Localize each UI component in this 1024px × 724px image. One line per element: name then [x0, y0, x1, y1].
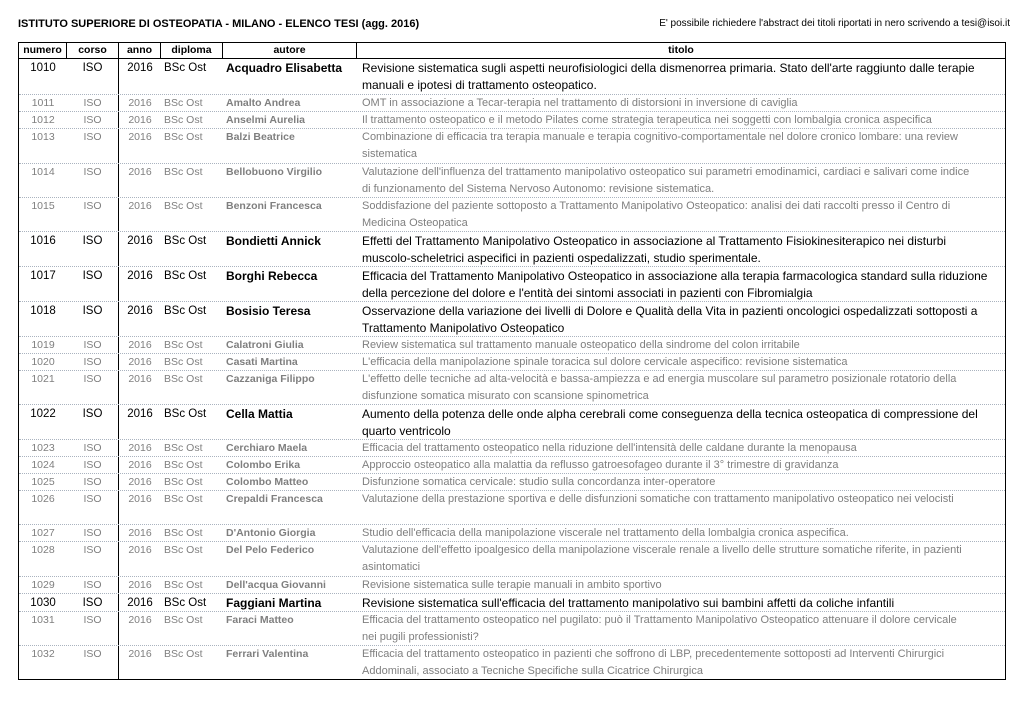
diploma-cell: BSc Ost	[164, 62, 207, 74]
autore-cell: D'Antonio Giorgia	[226, 527, 316, 539]
titolo-cell	[357, 474, 1005, 490]
anno-cell: 2016	[128, 339, 152, 351]
numero-cell: 1023	[31, 442, 55, 454]
titolo-line: Revisione sistematica sull'efficacia del trattamento manipolativo sui bambini affetti da coliche infantili	[362, 596, 895, 610]
titolo-line: Efficacia del trattamento osteopatico nel pugilato: può il Trattamento Manipolativo Osteopatico attenuare il dolore cervicale	[362, 614, 957, 626]
autore-cell: Colombo Erika	[226, 459, 301, 471]
corso-cell: ISO	[67, 491, 119, 524]
numero-cell: 1029	[31, 579, 55, 591]
anno-cell: 2016	[128, 114, 152, 126]
titolo-cell	[357, 577, 1005, 593]
diploma-cell: BSc Ost	[164, 270, 207, 282]
diploma-cell: BSc Ost	[164, 339, 203, 351]
table-row	[19, 198, 1005, 232]
titolo-line: Trattamento Manipolativo Osteopatico	[362, 321, 565, 335]
diploma-cell: BSc Ost	[164, 114, 203, 126]
autore-cell: Crepaldi Francesca	[226, 493, 323, 505]
titolo-line: Disfunzione somatica cervicale: studio sulla concordanza inter-operatore	[362, 476, 716, 488]
corso-cell: ISO	[67, 371, 119, 404]
diploma-cell: BSc Ost	[164, 476, 203, 488]
titolo-line: disfunzione somatica misurato con scansione spinometrica	[362, 389, 649, 402]
table-row	[19, 302, 1005, 337]
diploma-cell: BSc Ost	[164, 305, 207, 317]
titolo-cell	[357, 112, 1005, 128]
titolo-cell	[357, 440, 1005, 456]
table-row	[19, 337, 1005, 354]
diploma-cell: BSc Ost	[164, 459, 203, 471]
autore-cell: Cerchiaro Maela	[226, 442, 308, 454]
anno-cell: 2016	[128, 442, 152, 454]
titolo-cell	[357, 198, 1005, 231]
titolo-line: Review sistematica sul trattamento manuale osteopatico della sindrome del colon irritabile	[362, 339, 800, 351]
numero-cell: 1022	[30, 408, 56, 420]
numero-cell: 1012	[31, 114, 55, 126]
corso-cell: ISO	[67, 525, 119, 541]
diploma-cell: BSc Ost	[164, 579, 203, 591]
table-row	[19, 354, 1005, 371]
table-row	[19, 405, 1005, 440]
numero-cell: 1018	[30, 305, 56, 317]
table-row	[19, 95, 1005, 112]
autore-cell: Bondietti Annick	[226, 234, 321, 248]
titolo-line: nei pugili professionisti?	[362, 630, 479, 643]
diploma-cell: BSc Ost	[164, 408, 207, 420]
titolo-line: della percezione del dolore e l'entità dei sintomi associati in pazienti con Fibromialgia	[362, 286, 813, 300]
corso-cell: ISO	[67, 354, 119, 370]
titolo-cell	[357, 302, 1005, 336]
titolo-cell	[357, 164, 1005, 197]
autore-cell: Borghi Rebecca	[226, 269, 318, 283]
anno-cell: 2016	[127, 235, 153, 247]
corso-cell: ISO	[67, 337, 119, 353]
autore-cell: Ferrari Valentina	[226, 648, 309, 660]
numero-cell: 1013	[31, 131, 55, 143]
anno-cell: 2016	[128, 614, 152, 626]
autore-cell: Del Pelo Federico	[226, 544, 315, 556]
diploma-cell: BSc Ost	[164, 442, 203, 454]
titolo-line: muscolo-scheletrici aspecifici in pazienti ospedalizzati, studio sperimentale.	[362, 251, 761, 265]
document-title: ISTITUTO SUPERIORE DI OSTEOPATIA - MILANO - ELENCO TESI (agg. 2016)	[18, 18, 420, 30]
anno-cell: 2016	[128, 131, 152, 143]
diploma-cell: BSc Ost	[164, 97, 203, 109]
diploma-cell: BSc Ost	[164, 131, 203, 143]
titolo-line: Efficacia del trattamento osteopatico nella riduzione dell'intensità delle caldane durante la menopausa	[362, 442, 857, 454]
numero-cell: 1019	[31, 339, 55, 351]
abstract-request-note: E' possibile richiedere l'abstract dei titoli riportati in nero scrivendo a tesi@isoi.it	[659, 18, 1010, 29]
titolo-cell	[357, 525, 1005, 541]
corso-cell: ISO	[67, 95, 119, 111]
titolo-line: Osservazione della variazione dei livelli di Dolore e Qualità della Vita in pazienti oncologici ospedalizzati sottoposti a	[362, 304, 978, 318]
titolo-line: Valutazione dell'influenza del trattamento manipolativo osteopatico sui parametri emodinamici, cardiaci e salivari come indice	[362, 166, 970, 178]
table-header-row	[19, 43, 1005, 59]
header-diploma: diploma	[161, 43, 223, 58]
titolo-line: Valutazione dell'effetto ipoalgesico della manipolazione viscerale renale a livello delle strutture somatiche riferite, in pazienti	[362, 544, 962, 556]
diploma-cell: BSc Ost	[164, 200, 203, 212]
titolo-cell	[357, 354, 1005, 370]
table-row	[19, 612, 1005, 646]
table-row	[19, 440, 1005, 457]
table-row	[19, 594, 1005, 612]
titolo-line: Revisione sistematica sulle terapie manuali in ambito sportivo	[362, 579, 662, 591]
table-row	[19, 232, 1005, 267]
numero-cell: 1027	[31, 527, 55, 539]
header-anno: anno	[119, 43, 161, 58]
anno-cell: 2016	[128, 200, 152, 212]
table-row	[19, 129, 1005, 164]
corso-cell: ISO	[67, 594, 119, 611]
numero-cell: 1017	[30, 270, 56, 282]
corso-cell: ISO	[67, 164, 119, 197]
autore-cell: Bosisio Teresa	[226, 304, 311, 318]
diploma-cell: BSc Ost	[164, 648, 203, 660]
numero-cell: 1031	[31, 614, 55, 626]
numero-cell: 1014	[31, 166, 55, 178]
titolo-cell	[357, 646, 1005, 679]
titolo-line: Addominali, associato a Tecniche Specifiche sulla Cicatrice Chirurgica	[362, 664, 703, 677]
numero-cell: 1015	[31, 200, 55, 212]
diploma-cell: BSc Ost	[164, 493, 203, 505]
titolo-line: OMT in associazione a Tecar-terapia nel trattamento di distorsioni in inversione di caviglia	[362, 97, 798, 109]
table-row	[19, 542, 1005, 577]
titolo-cell	[357, 59, 1005, 94]
numero-cell: 1026	[31, 493, 55, 505]
autore-cell: Calatroni Giulia	[226, 339, 304, 351]
anno-cell: 2016	[128, 544, 152, 556]
autore-cell: Amalto Andrea	[226, 97, 301, 109]
anno-cell: 2016	[128, 648, 152, 660]
titolo-cell	[357, 491, 1005, 524]
anno-cell: 2016	[127, 597, 153, 609]
numero-cell: 1032	[31, 648, 55, 660]
numero-cell: 1021	[31, 373, 55, 385]
diploma-cell: BSc Ost	[164, 373, 203, 385]
titolo-line: Il trattamento osteopatico e il metodo Pilates come strategia terapeutica nei soggetti con lombalgia cronica aspecifica	[362, 114, 932, 126]
anno-cell: 2016	[127, 270, 153, 282]
table-row	[19, 457, 1005, 474]
table-row	[19, 267, 1005, 302]
titolo-line: manuali e ipotesi di trattamento osteopatico.	[362, 78, 597, 92]
anno-cell: 2016	[128, 493, 152, 505]
corso-cell: ISO	[67, 542, 119, 576]
anno-cell: 2016	[128, 476, 152, 488]
diploma-cell: BSc Ost	[164, 356, 203, 368]
titolo-cell	[357, 232, 1005, 266]
titolo-cell	[357, 129, 1005, 163]
anno-cell: 2016	[128, 356, 152, 368]
autore-cell: Cella Mattia	[226, 407, 293, 421]
titolo-line: Valutazione della prestazione sportiva e delle disfunzioni somatiche con trattamento manipolativo osteopatico nei velocisti	[362, 493, 954, 505]
titolo-line: Efficacia del trattamento osteopatico in pazienti che soffrono di LBP, precedentemente sottoposti ad Interventi Chirurgici	[362, 648, 945, 660]
titolo-line: Efficacia del Trattamento Manipolativo Osteopatico in associazione alla terapia farmacologica standard sulla riduzione	[362, 269, 988, 283]
titolo-cell	[357, 337, 1005, 353]
table-row	[19, 164, 1005, 198]
corso-cell: ISO	[67, 612, 119, 645]
corso-cell: ISO	[67, 267, 119, 301]
autore-cell: Colombo Matteo	[226, 476, 309, 488]
titolo-cell	[357, 405, 1005, 439]
titolo-line: L'efficacia della manipolazione spinale toracica sul dolore cervicale aspecifico: revisione sistematica	[362, 356, 848, 368]
numero-cell: 1016	[30, 235, 56, 247]
autore-cell: Benzoni Francesca	[226, 200, 322, 212]
corso-cell: ISO	[67, 457, 119, 473]
anno-cell: 2016	[128, 373, 152, 385]
diploma-cell: BSc Ost	[164, 235, 207, 247]
header-autore: autore	[223, 43, 357, 58]
table-row	[19, 59, 1005, 95]
autore-cell: Faggiani Martina	[226, 596, 322, 610]
table-row	[19, 525, 1005, 542]
numero-cell: 1020	[31, 356, 55, 368]
table-body	[19, 59, 1005, 679]
numero-cell: 1030	[30, 597, 56, 609]
numero-cell: 1025	[31, 476, 55, 488]
autore-cell: Dell'acqua Giovanni	[226, 579, 326, 591]
anno-cell: 2016	[127, 305, 153, 317]
numero-cell: 1010	[30, 62, 56, 74]
corso-cell: ISO	[67, 302, 119, 336]
titolo-cell	[357, 542, 1005, 576]
titolo-line: Revisione sistematica sugli aspetti neurofisiologici della dismenorrea primaria. Stato dell'arte raggiunto dalle terapie	[362, 61, 975, 75]
corso-cell: ISO	[67, 198, 119, 231]
corso-cell: ISO	[67, 474, 119, 490]
table-row	[19, 646, 1005, 679]
diploma-cell: BSc Ost	[164, 527, 203, 539]
autore-cell: Bellobuono Virgilio	[226, 166, 323, 178]
corso-cell: ISO	[67, 440, 119, 456]
titolo-cell	[357, 612, 1005, 645]
table-row	[19, 577, 1005, 594]
anno-cell: 2016	[128, 166, 152, 178]
titolo-cell	[357, 267, 1005, 301]
anno-cell: 2016	[127, 408, 153, 420]
titolo-line: Aumento della potenza delle onde alpha cerebrali come conseguenza della tecnica osteopatica di compressione del	[362, 407, 978, 421]
autore-cell: Acquadro Elisabetta	[226, 61, 343, 75]
numero-cell: 1028	[31, 544, 55, 556]
titolo-line: Effetti del Trattamento Manipolativo Osteopatico in associazione al Trattamento Fisiokinesiterapico nei disturbi	[362, 234, 947, 248]
titolo-line: Medicina Osteopatica	[362, 216, 468, 229]
titolo-cell	[357, 594, 1005, 611]
diploma-cell: BSc Ost	[164, 614, 203, 626]
corso-cell: ISO	[67, 112, 119, 128]
anno-cell: 2016	[128, 527, 152, 539]
titolo-cell	[357, 95, 1005, 111]
corso-cell: ISO	[67, 577, 119, 593]
corso-cell: ISO	[67, 129, 119, 163]
titolo-cell	[357, 457, 1005, 473]
diploma-cell: BSc Ost	[164, 597, 207, 609]
titolo-cell	[357, 371, 1005, 404]
titolo-line: L'effetto delle tecniche ad alta-velocità e bassa-ampiezza e ad energia muscolare sul parametro posizionale rotatorio della	[362, 373, 957, 385]
autore-cell: Casati Martina	[226, 356, 298, 368]
titolo-line: asintomatici	[362, 560, 421, 573]
diploma-cell: BSc Ost	[164, 544, 203, 556]
titolo-line: quarto ventricolo	[362, 424, 451, 438]
titolo-line: Soddisfazione del paziente sottoposto a Trattamento Manipolativo Osteopatico: analisi dei dati raccolti presso il Centro di	[362, 200, 951, 212]
diploma-cell: BSc Ost	[164, 166, 203, 178]
table-row	[19, 491, 1005, 525]
anno-cell: 2016	[128, 459, 152, 471]
corso-cell: ISO	[67, 646, 119, 679]
header-corso: corso	[67, 43, 119, 58]
titolo-line: Approccio osteopatico alla malattia da reflusso gatroesofageo durante il 3° trimestre di gravidanza	[362, 459, 839, 471]
anno-cell: 2016	[128, 579, 152, 591]
corso-cell: ISO	[67, 405, 119, 439]
corso-cell: ISO	[67, 232, 119, 266]
table-row	[19, 474, 1005, 491]
autore-cell: Faraci Matteo	[226, 614, 294, 626]
titolo-line: Studio dell'efficacia della manipolazione viscerale nel trattamento della lombalgia cronica aspecifica.	[362, 527, 849, 539]
autore-cell: Cazzaniga Filippo	[226, 373, 315, 385]
autore-cell: Anselmi Aurelia	[226, 114, 305, 126]
titolo-line: Combinazione di efficacia tra terapia manuale e terapia cognitivo-comportamentale nel dolore cronico lombare: una review	[362, 131, 958, 143]
header-numero: numero	[19, 43, 67, 58]
numero-cell: 1024	[31, 459, 55, 471]
titolo-line: sistematica	[362, 147, 418, 160]
titolo-line: di funzionamento del Sistema Nervoso Autonomo: revisione sistematica.	[362, 182, 715, 195]
autore-cell: Balzi Beatrice	[226, 131, 295, 143]
table-row	[19, 112, 1005, 129]
corso-cell: ISO	[67, 59, 119, 94]
table-row	[19, 371, 1005, 405]
anno-cell: 2016	[127, 62, 153, 74]
numero-cell: 1011	[31, 97, 55, 109]
header-titolo: titolo	[668, 44, 694, 56]
anno-cell: 2016	[128, 97, 152, 109]
theses-table	[18, 42, 1006, 680]
